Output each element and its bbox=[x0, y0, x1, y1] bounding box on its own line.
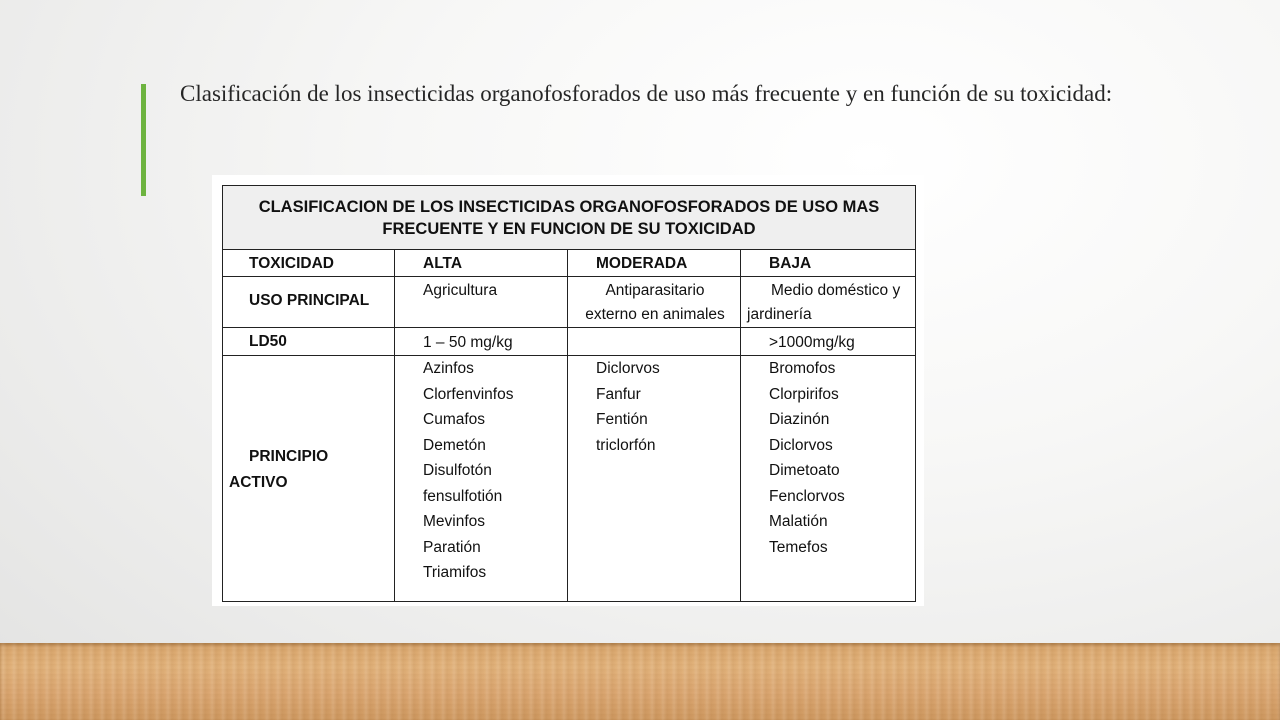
table-caption-line2: FRECUENTE Y EN FUNCION DE SU TOXICIDAD bbox=[382, 219, 756, 238]
list-item: Diclorvos bbox=[596, 360, 660, 377]
list-item: Bromofos bbox=[769, 360, 836, 377]
list-item: triclorfón bbox=[596, 436, 656, 454]
classification-table bbox=[222, 185, 916, 602]
uso-baja-line2: jardinería bbox=[747, 306, 812, 323]
list-item: fensulfotión bbox=[423, 487, 503, 505]
list-item: Azinfos bbox=[423, 360, 474, 377]
table-caption bbox=[223, 186, 916, 250]
list-item: Disulfotón bbox=[423, 462, 492, 479]
label-ld50: LD50 bbox=[249, 333, 287, 350]
header-moderada: MODERADA bbox=[596, 255, 688, 272]
cell-label-principio-activo bbox=[223, 356, 395, 602]
uso-alta: Agricultura bbox=[423, 282, 498, 299]
table-row-toxicidad bbox=[223, 250, 916, 277]
list-item: Triamifos bbox=[423, 564, 487, 581]
list-item: Fanfur bbox=[596, 385, 641, 403]
cell-label-uso-principal bbox=[223, 277, 395, 328]
header-alta: ALTA bbox=[423, 255, 463, 272]
list-item: Demetón bbox=[423, 436, 486, 454]
cell-ld50-moderada bbox=[568, 328, 741, 356]
uso-moderada-line2: externo en animales bbox=[585, 306, 725, 323]
uso-baja-line1: Medio doméstico y bbox=[771, 282, 901, 299]
label-activo: ACTIVO bbox=[229, 474, 288, 491]
cell-ld50-alta bbox=[395, 328, 568, 356]
list-item: Fentión bbox=[596, 411, 648, 428]
wood-floor bbox=[0, 643, 1280, 720]
table-row-ld50 bbox=[223, 328, 916, 356]
list-item: Diazinón bbox=[769, 411, 830, 428]
list-item: Paratión bbox=[423, 538, 481, 556]
classification-table-image bbox=[212, 175, 924, 606]
cell-principio-alta bbox=[395, 356, 568, 602]
list-item: Fenclorvos bbox=[769, 487, 845, 505]
ld50-alta: 1 – 50 mg/kg bbox=[423, 334, 513, 351]
ld50-moderada bbox=[568, 328, 740, 331]
cell-label-ld50 bbox=[223, 328, 395, 356]
slide-title: Clasificación de los insecticidas organofosforados de uso más frecuente y en función de su toxicidad: bbox=[180, 81, 1113, 106]
list-item: Dimetoato bbox=[769, 462, 840, 479]
cell-header-moderada bbox=[568, 250, 741, 277]
cell-principio-baja bbox=[741, 356, 916, 602]
list-item: Cumafos bbox=[423, 411, 486, 428]
label-principio: PRINCIPIO bbox=[249, 448, 329, 465]
cell-principio-moderada bbox=[568, 356, 741, 602]
cell-header-alta bbox=[395, 250, 568, 277]
accent-bar bbox=[141, 84, 146, 196]
list-item: Malatión bbox=[769, 513, 828, 530]
cell-label-toxicidad bbox=[223, 250, 395, 277]
list-item: Mevinfos bbox=[423, 513, 486, 530]
cell-uso-alta bbox=[395, 277, 568, 328]
label-toxicidad: TOXICIDAD bbox=[249, 255, 334, 272]
table-row-principio-activo bbox=[223, 356, 916, 602]
table-caption-line1: CLASIFICACION DE LOS INSECTICIDAS ORGANOFOSFORADOS DE USO MAS bbox=[258, 197, 880, 216]
ld50-baja: >1000mg/kg bbox=[769, 334, 855, 351]
cell-ld50-baja bbox=[741, 328, 916, 356]
header-baja: BAJA bbox=[769, 255, 812, 272]
table-row-uso-principal bbox=[223, 277, 916, 328]
uso-moderada-line1: Antiparasitario bbox=[605, 282, 705, 299]
cell-uso-moderada bbox=[568, 277, 741, 328]
label-uso-principal: USO PRINCIPAL bbox=[249, 292, 370, 309]
list-item: Temefos bbox=[769, 538, 828, 556]
list-item: Clorpirifos bbox=[769, 385, 839, 403]
cell-uso-baja bbox=[741, 277, 916, 328]
list-item: Diclorvos bbox=[769, 436, 833, 454]
cell-header-baja bbox=[741, 250, 916, 277]
list-item: Clorfenvinfos bbox=[423, 385, 514, 403]
